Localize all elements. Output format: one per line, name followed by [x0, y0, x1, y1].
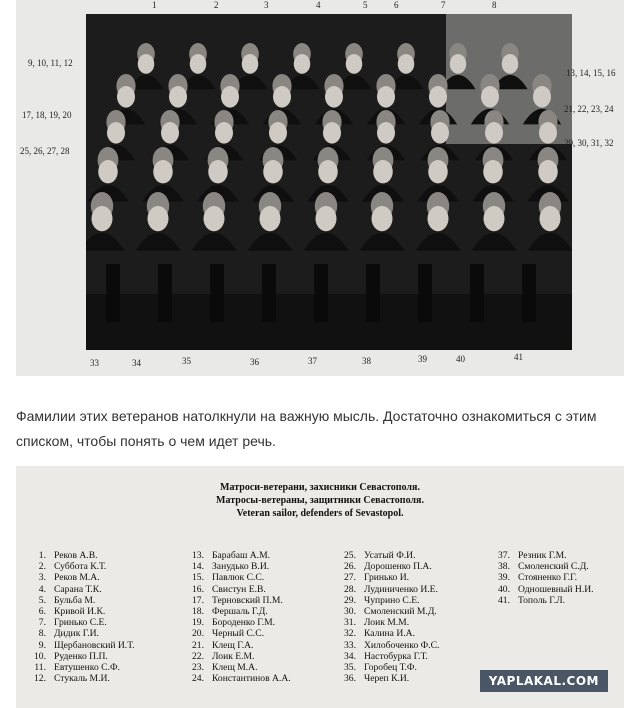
list-item-name: Реков М.А.: [54, 572, 100, 584]
list-item: [338, 628, 439, 639]
list-item-name: Бороденко Г.М.: [212, 617, 276, 629]
photo-figure-boot: [522, 264, 536, 322]
list-item: [28, 606, 135, 617]
site-watermark: YAPLAKAL.COM: [480, 670, 608, 692]
list-item: [28, 572, 135, 583]
list-item-number: 40.: [498, 583, 510, 595]
photo-figure-beard: [377, 86, 395, 108]
photo-figure-boot: [418, 264, 432, 322]
list-item-number: 9.: [38, 639, 46, 651]
photo-figure-beard: [502, 54, 519, 74]
photo-row-right-3: 29, 30, 31, 32: [564, 138, 614, 148]
photo-figure-beard: [485, 122, 503, 144]
photo-figure-beard: [398, 54, 415, 74]
list-item-number: 34.: [344, 650, 356, 662]
list-item: [186, 628, 291, 639]
list-item-name: Клещ Г.А.: [212, 639, 254, 651]
list-item-number: 30.: [344, 606, 356, 618]
list-item-number: 37.: [498, 550, 510, 561]
photo-figure-beard: [269, 122, 287, 144]
list-item-number: 33.: [344, 639, 356, 651]
document-title-ukrainian: Матроси-ветерани, захисники Севастополя.: [220, 482, 420, 493]
photo-figure-beard: [540, 206, 561, 231]
list-item: [28, 561, 135, 572]
list-item-number: 11.: [34, 662, 46, 674]
list-item: [28, 662, 135, 673]
photo-figure-beard: [92, 206, 113, 231]
photo-number-38: 38: [362, 356, 371, 366]
list-item-number: 18.: [192, 606, 204, 618]
article-caption: Фамилии этих ветеранов натолкнули на важную мысль. Достаточно ознакомиться с этим списком, чтобы понять о чем идет речь.: [16, 408, 597, 449]
photo-row-right-1: 13, 14, 15, 16: [566, 68, 616, 78]
document-title-english: Veteran sailor, defenders of Sevastopol.: [236, 508, 404, 519]
photo-number-8: 8: [492, 0, 497, 10]
list-item: [186, 550, 291, 561]
photo-number-40: 40: [456, 354, 465, 364]
list-item-name: Чуприно С.Е.: [364, 594, 420, 606]
photo-figure-beard: [483, 160, 503, 183]
photo-figure-beard: [107, 122, 125, 144]
photo-figure-beard: [346, 54, 363, 74]
veterans-list-document: [16, 466, 624, 708]
list-item-number: 29.: [344, 594, 356, 606]
list-item-name: Клещ М.А.: [212, 662, 258, 674]
photo-figure-beard: [242, 54, 259, 74]
list-item-name: Гринько С.Е.: [54, 617, 107, 629]
list-item: [186, 561, 291, 572]
photo-figure-beard: [208, 160, 228, 183]
list-column-1: [28, 550, 135, 684]
list-item: [186, 651, 291, 662]
list-item-number: 10.: [34, 650, 46, 662]
list-item: [338, 673, 439, 684]
list-item-number: 25.: [344, 550, 356, 561]
list-item: [186, 673, 291, 684]
list-item-name: Павлюк С.С.: [212, 572, 265, 584]
list-item-number: 28.: [344, 583, 356, 595]
list-item-number: 32.: [344, 628, 356, 640]
list-item-name: Дорошенко П.А.: [364, 561, 432, 573]
photo-figure-beard: [316, 206, 337, 231]
photo-figure-boot: [158, 264, 172, 322]
list-item-number: 19.: [192, 617, 204, 629]
list-item-number: 12.: [34, 673, 46, 685]
document-title-russian: Матросы-ветераны, защитники Севастополя.: [216, 495, 424, 506]
list-item: [186, 584, 291, 595]
list-item-name: Щербановский И.Т.: [54, 639, 135, 651]
list-item: [28, 550, 135, 561]
photo-figure-beard: [428, 206, 449, 231]
list-item-name: Усатый Ф.И.: [364, 550, 416, 561]
list-item: [28, 651, 135, 662]
list-item: [338, 651, 439, 662]
list-item: [186, 640, 291, 651]
list-item: [186, 606, 291, 617]
list-item-name: Сарана Т.К.: [54, 583, 102, 595]
list-item: [186, 617, 291, 628]
photo-number-6: 6: [394, 0, 399, 10]
list-item-name: Резник Г.М.: [518, 550, 567, 561]
list-column-4: [492, 550, 594, 606]
list-item-number: 35.: [344, 662, 356, 674]
list-item-name: Руденко П.П.: [54, 650, 108, 662]
photo-row-right-2: 21, 22, 23, 24: [564, 104, 614, 114]
photo-figure-boot: [470, 264, 484, 322]
list-item: [338, 561, 439, 572]
photo-number-36: 36: [250, 357, 259, 367]
list-item-number: 31.: [344, 617, 356, 629]
list-item: [492, 572, 594, 583]
list-item-name: Смоленский С.Д.: [518, 561, 589, 573]
photo-number-1: 1: [152, 0, 157, 10]
list-item: [28, 595, 135, 606]
photo-figure-boot: [314, 264, 328, 322]
photo-figure-beard: [538, 160, 558, 183]
photo-figure-beard: [221, 86, 239, 108]
photo-figure-beard: [263, 160, 283, 183]
photo-figure-beard: [161, 122, 179, 144]
list-item: [28, 673, 135, 684]
list-item-number: 22.: [192, 650, 204, 662]
list-item-number: 14.: [192, 561, 204, 573]
photo-figure-beard: [153, 160, 173, 183]
photo-figure-beard: [148, 206, 169, 231]
list-item-name: Череп К.И.: [364, 673, 410, 685]
photo-row-left-3: 25, 26, 27, 28: [20, 146, 70, 156]
list-item-name: Лоик М.М.: [364, 617, 410, 629]
list-item-name: Гринько И.: [364, 572, 410, 584]
list-item-number: 7.: [38, 617, 46, 629]
photo-figure-beard: [260, 206, 281, 231]
list-item-number: 27.: [344, 572, 356, 584]
list-item-name: Лоик Е.М.: [212, 650, 255, 662]
photo-figure-beard: [533, 86, 551, 108]
list-item-name: Лудиниченко И.Е.: [364, 583, 438, 595]
photo-figure-beard: [431, 122, 449, 144]
list-item-number: 39.: [498, 572, 510, 584]
photo-figure-boot: [106, 264, 120, 322]
list-item: [186, 662, 291, 673]
list-item-name: Тополь Г.Л.: [518, 594, 566, 606]
list-item-number: 3.: [38, 572, 46, 584]
list-item: [28, 628, 135, 639]
photo-number-3: 3: [264, 0, 269, 10]
list-item-name: Одношевный Н.И.: [518, 583, 594, 595]
photo-figure-beard: [428, 160, 448, 183]
photo-figure-beard: [98, 160, 118, 183]
photo-figure-beard: [484, 206, 505, 231]
list-item-name: Калина И.А.: [364, 628, 415, 640]
list-item-number: 8.: [38, 628, 46, 640]
list-item: [338, 550, 439, 561]
list-item-number: 26.: [344, 561, 356, 573]
list-item-name: Суббота К.Т.: [54, 561, 107, 573]
list-item-name: Терновский П.М.: [212, 594, 283, 606]
photo-figure-beard: [539, 122, 557, 144]
photo-number-39: 39: [418, 354, 427, 364]
list-item-name: Евтушенко С.Ф.: [54, 662, 120, 674]
photo-figure-beard: [450, 54, 467, 74]
list-item-number: 38.: [498, 561, 510, 573]
photo-figure-boot: [262, 264, 276, 322]
list-item-name: Реков А.В.: [54, 550, 98, 561]
photo-figure-beard: [273, 86, 291, 108]
photo-figure-beard: [372, 206, 393, 231]
list-item: [492, 561, 594, 572]
photo-figure-beard: [318, 160, 338, 183]
list-item-name: Хилобоченко Ф.С.: [364, 639, 440, 651]
list-item-name: Свистун Е.В.: [212, 583, 266, 595]
list-item: [492, 584, 594, 595]
photo-figure-beard: [325, 86, 343, 108]
list-item-name: Фершаль Г.Д.: [212, 606, 268, 618]
photo-number-35: 35: [182, 356, 191, 366]
list-item-number: 36.: [344, 673, 356, 685]
list-item-name: Константинов А.А.: [212, 673, 291, 685]
list-item-name: Горобец Т.Ф.: [364, 662, 417, 674]
photo-figure-boot: [210, 264, 224, 322]
photo-figure-beard: [377, 122, 395, 144]
list-item-name: Бульба М.: [54, 594, 96, 606]
photo-frame: [16, 0, 624, 376]
list-item-number: 4.: [38, 583, 46, 595]
list-item: [338, 662, 439, 673]
list-item-number: 17.: [192, 594, 204, 606]
photo-number-7: 7: [441, 0, 446, 10]
group-photo-image: [86, 14, 572, 350]
list-column-2: [186, 550, 291, 684]
list-item: [28, 617, 135, 628]
photo-number-41: 41: [514, 352, 523, 362]
list-item-number: 13.: [192, 550, 204, 561]
list-item: [338, 640, 439, 651]
list-item-number: 20.: [192, 628, 204, 640]
list-item-name: Стукаль М.И.: [54, 673, 110, 685]
list-item-name: Черный С.С.: [212, 628, 264, 640]
photo-figure-beard: [190, 54, 207, 74]
photo-figure-beard: [323, 122, 341, 144]
photo-figure-beard: [294, 54, 311, 74]
list-item-number: 15.: [192, 572, 204, 584]
list-item: [492, 595, 594, 606]
list-item-name: Смоленский М.Д.: [364, 606, 437, 618]
list-item-name: Барабаш А.М.: [212, 550, 271, 561]
photo-figure-beard: [215, 122, 233, 144]
list-item: [338, 584, 439, 595]
list-item-name: Дидик Г.И.: [54, 628, 99, 640]
veterans-group-photo: [86, 14, 572, 350]
list-item: [186, 595, 291, 606]
list-column-3: [338, 550, 439, 684]
list-item-number: 23.: [192, 662, 204, 674]
photo-figure-beard: [138, 54, 155, 74]
photo-number-34: 34: [132, 358, 141, 368]
photo-row-left-1: 9, 10, 11, 12: [28, 58, 73, 68]
list-item-number: 2.: [38, 561, 46, 573]
photo-figure-boot: [366, 264, 380, 322]
list-item: [186, 572, 291, 583]
photo-number-37: 37: [308, 356, 317, 366]
list-item-number: 24.: [192, 673, 204, 685]
list-item-name: Занудько В.И.: [212, 561, 270, 573]
photo-figure-beard: [204, 206, 225, 231]
list-item: [338, 617, 439, 628]
list-item-number: 5.: [38, 594, 46, 606]
list-item: [28, 640, 135, 651]
photo-figure-beard: [373, 160, 393, 183]
list-item: [28, 584, 135, 595]
photo-figure-beard: [117, 86, 135, 108]
photo-figure-beard: [481, 86, 499, 108]
list-item-name: Кривой И.К.: [54, 606, 106, 618]
list-item-number: 21.: [192, 639, 204, 651]
photo-figure-beard: [169, 86, 187, 108]
list-item: [338, 572, 439, 583]
photo-number-5: 5: [363, 0, 368, 10]
photo-number-33: 33: [90, 358, 99, 368]
list-item-number: 41.: [498, 594, 510, 606]
list-item: [338, 595, 439, 606]
photo-figure-beard: [429, 86, 447, 108]
list-item-number: 1.: [38, 550, 46, 561]
photo-row-left-2: 17, 18, 19, 20: [22, 110, 72, 120]
list-item-name: Стояненко Г.Г.: [518, 572, 577, 584]
list-item-number: 6.: [38, 606, 46, 618]
list-item-number: 16.: [192, 583, 204, 595]
list-item: [338, 606, 439, 617]
list-item: [492, 550, 594, 561]
photo-number-2: 2: [214, 0, 219, 10]
photo-number-4: 4: [316, 0, 321, 10]
list-item-name: Настобурка Г.Т.: [364, 650, 428, 662]
